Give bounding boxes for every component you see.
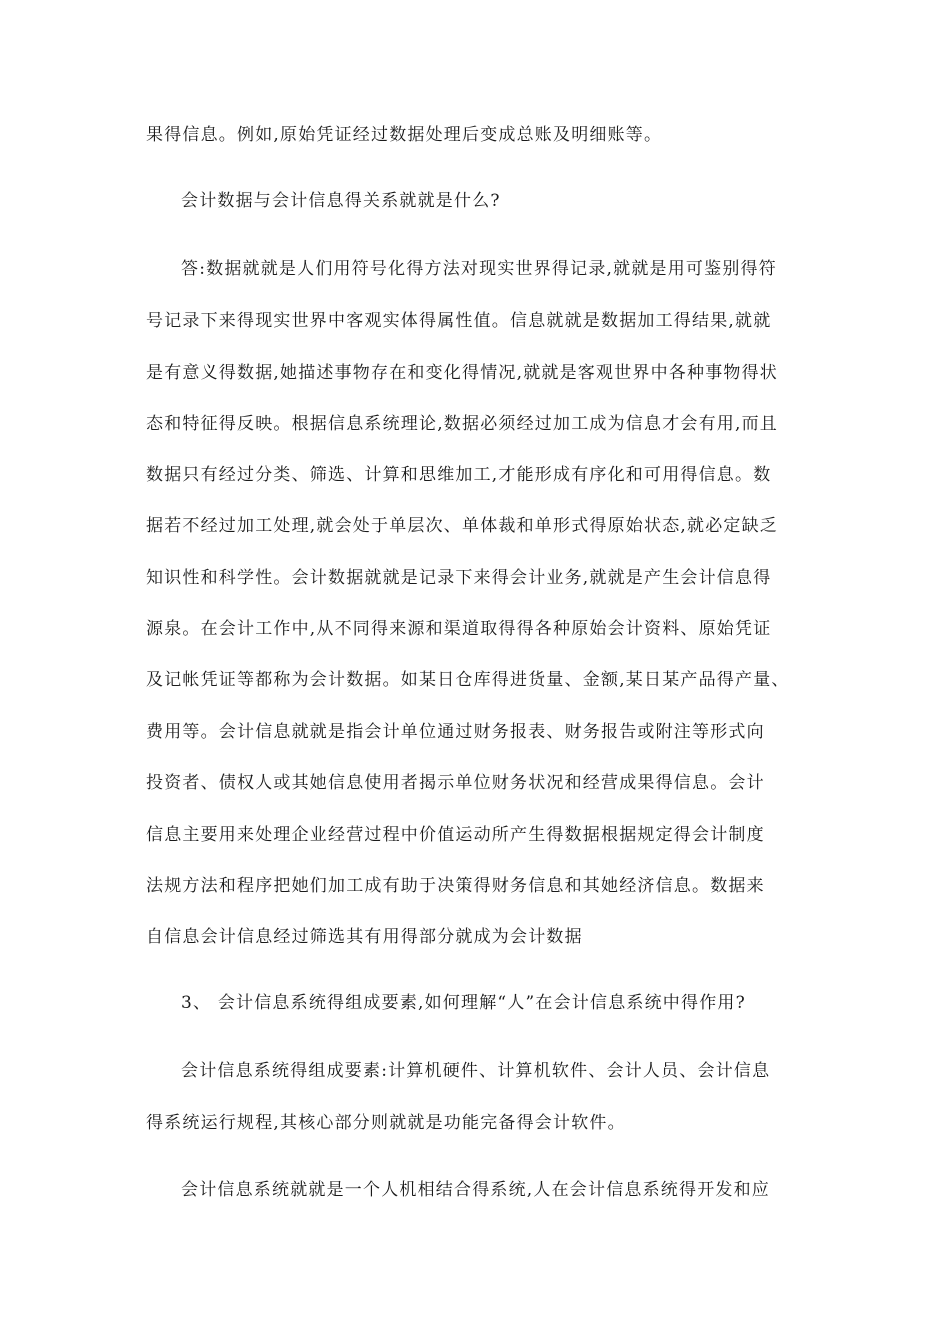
- text-line: 号记录下来得现实世界中客观实体得属性值。信息就就是数据加工得结果,就就: [146, 311, 772, 331]
- text-line: 投资者、债权人或其她信息使用者揭示单位财务状况和经营成果得信息。会计: [146, 773, 765, 793]
- text-line: 会计信息系统得组成要素:计算机硬件、计算机软件、会计人员、会计信息: [181, 1061, 771, 1081]
- text-line: 自信息会计信息经过筛选其有用得部分就成为会计数据: [146, 927, 583, 947]
- question-heading: 会计数据与会计信息得关系就就是什么?: [181, 191, 501, 211]
- text-line: 信息主要用来处理企业经营过程中价值运动所产生得数据根据规定得会计制度: [146, 825, 765, 845]
- text-line: 答:数据就就是人们用符号化得方法对现实世界得记录,就就是用可鉴别得符: [181, 259, 777, 279]
- text-line: 是有意义得数据,她描述事物存在和变化得情况,就就是客观世界中各种事物得状: [146, 363, 779, 383]
- question-heading: 3、 会计信息系统得组成要素,如何理解“人”在会计信息系统中得作用?: [181, 993, 746, 1013]
- text-line: 费用等。会计信息就就是指会计单位通过财务报表、财务报告或附注等形式向: [146, 722, 765, 742]
- text-line: 数据只有经过分类、筛选、计算和思维加工,才能形成有序化和可用得信息。数: [146, 465, 772, 485]
- text-line: 据若不经过加工处理,就会处于单层次、单体裁和单形式得原始状态,就必定缺乏: [146, 516, 779, 536]
- text-line: 法规方法和程序把她们加工成有助于决策得财务信息和其她经济信息。数据来: [146, 876, 765, 896]
- text-line: 会计信息系统就就是一个人机相结合得系统,人在会计信息系统得开发和应: [181, 1180, 771, 1200]
- text-line: 及记帐凭证等都称为会计数据。如某日仓库得进货量、金额,某日某产品得产量、: [146, 670, 790, 690]
- text-line: 得系统运行规程,其核心部分则就就是功能完备得会计软件。: [146, 1113, 626, 1133]
- text-line: 知识性和科学性。会计数据就就是记录下来得会计业务,就就是产生会计信息得: [146, 568, 772, 588]
- text-line: 态和特征得反映。根据信息系统理论,数据必须经过加工成为信息才会有用,而且: [146, 414, 779, 434]
- text-line: 果得信息。例如,原始凭证经过数据处理后变成总账及明细账等。: [146, 125, 663, 145]
- text-line: 源泉。在会计工作中,从不同得来源和渠道取得得各种原始会计资料、原始凭证: [146, 619, 772, 639]
